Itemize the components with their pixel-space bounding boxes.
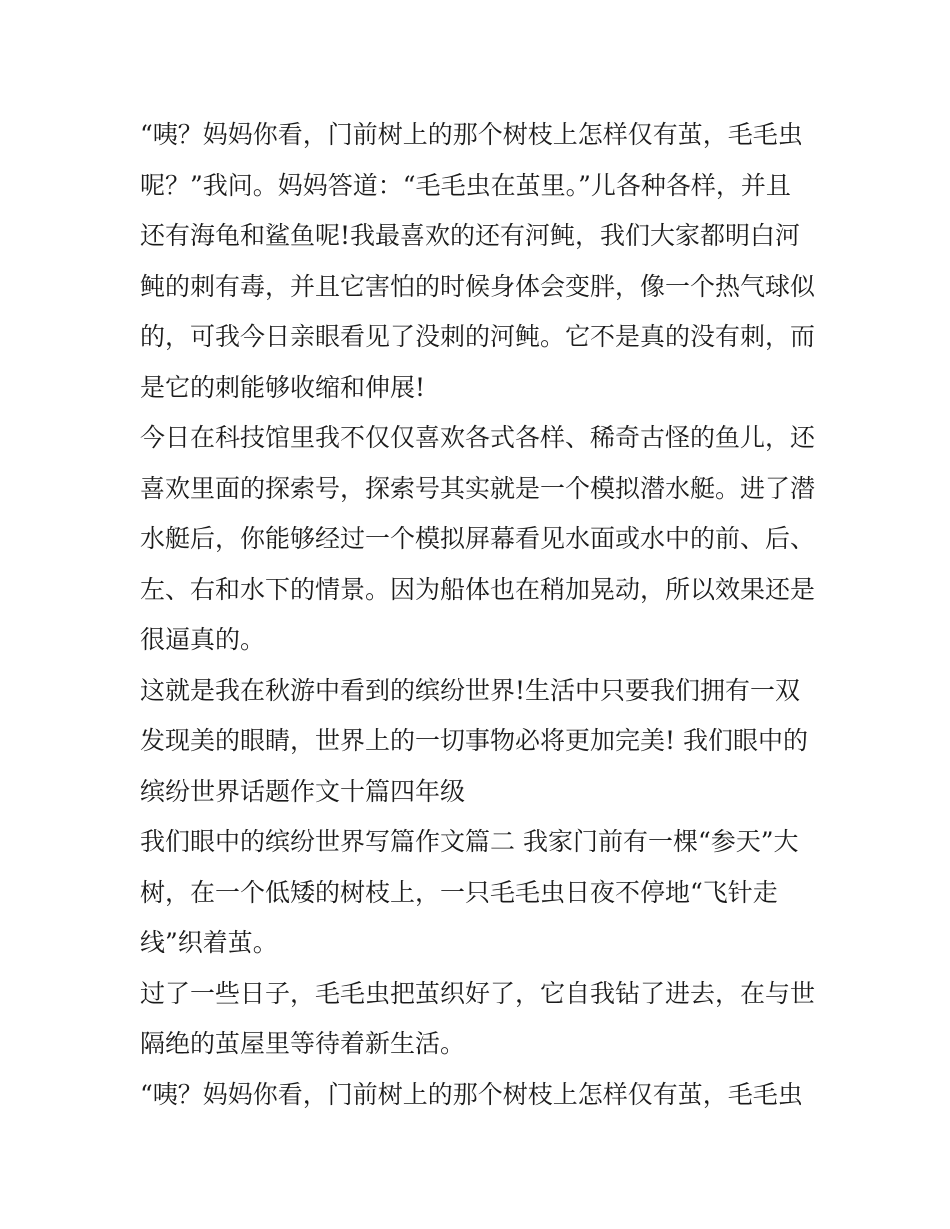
text-line: “咦？妈妈你看，门前树上的那个树枝上怎样仅有茧，毛毛虫 [140,120,803,149]
text-line: 这就是我在秋游中看到的缤纷世界!生活中只要我们拥有一双 [140,675,801,705]
text-line: 隔绝的茧屋里等待着新生活。 [140,1029,466,1058]
text-line: 是它的刺能够收缩和伸展! [140,372,426,402]
text-line: “咦？妈妈你看，门前树上的那个树枝上怎样仅有茧，毛毛虫 [140,1079,803,1109]
text-line: 喜欢里面的探索号，探索号其实就是一个模拟潜水艇。进了潜 [140,473,816,503]
text-line: 线”织着茧。 [140,928,278,957]
text-line: 很逼真的。 [140,625,266,654]
text-line: 呢？”我问。妈妈答道：“毛毛虫在茧里。”儿各种各样，并且 [140,170,791,200]
document-body [140,110,820,1120]
text-line: 缤纷世界话题作文十篇四年级 [140,776,466,806]
text-line: 树，在一个低矮的树枝上，一只毛毛虫日夜不停地“飞针走 [140,877,778,907]
text-line: 左、右和水下的情景。因为船体也在稍加晃动，所以效果还是 [140,574,816,604]
text-line: 的，可我今日亲眼看见了没刺的河鲀。它不是真的没有刺，而 [140,322,816,351]
text-line: 发现美的眼睛，世界上的一切事物必将更加完美! 我们眼中的 [140,726,808,755]
text-line: 我们眼中的缤纷世界写篇作文篇二 我家门前有一棵“参天”大 [140,827,799,856]
text-line: 过了一些日子，毛毛虫把茧织好了，它自我钻了进去，在与世 [140,978,816,1008]
text-line: 鲀的刺有毒，并且它害怕的时候身体会变胖，像一个热气球似 [140,271,816,301]
text-line: 还有海龟和鲨鱼呢!我最喜欢的还有河鲀，我们大家都明白河 [140,221,801,250]
text-line: 水艇后，你能够经过一个模拟屏幕看见水面或水中的前、后、 [140,524,816,553]
text-line: 今日在科技馆里我不仅仅喜欢各式各样、稀奇古怪的鱼儿，还 [140,423,816,452]
